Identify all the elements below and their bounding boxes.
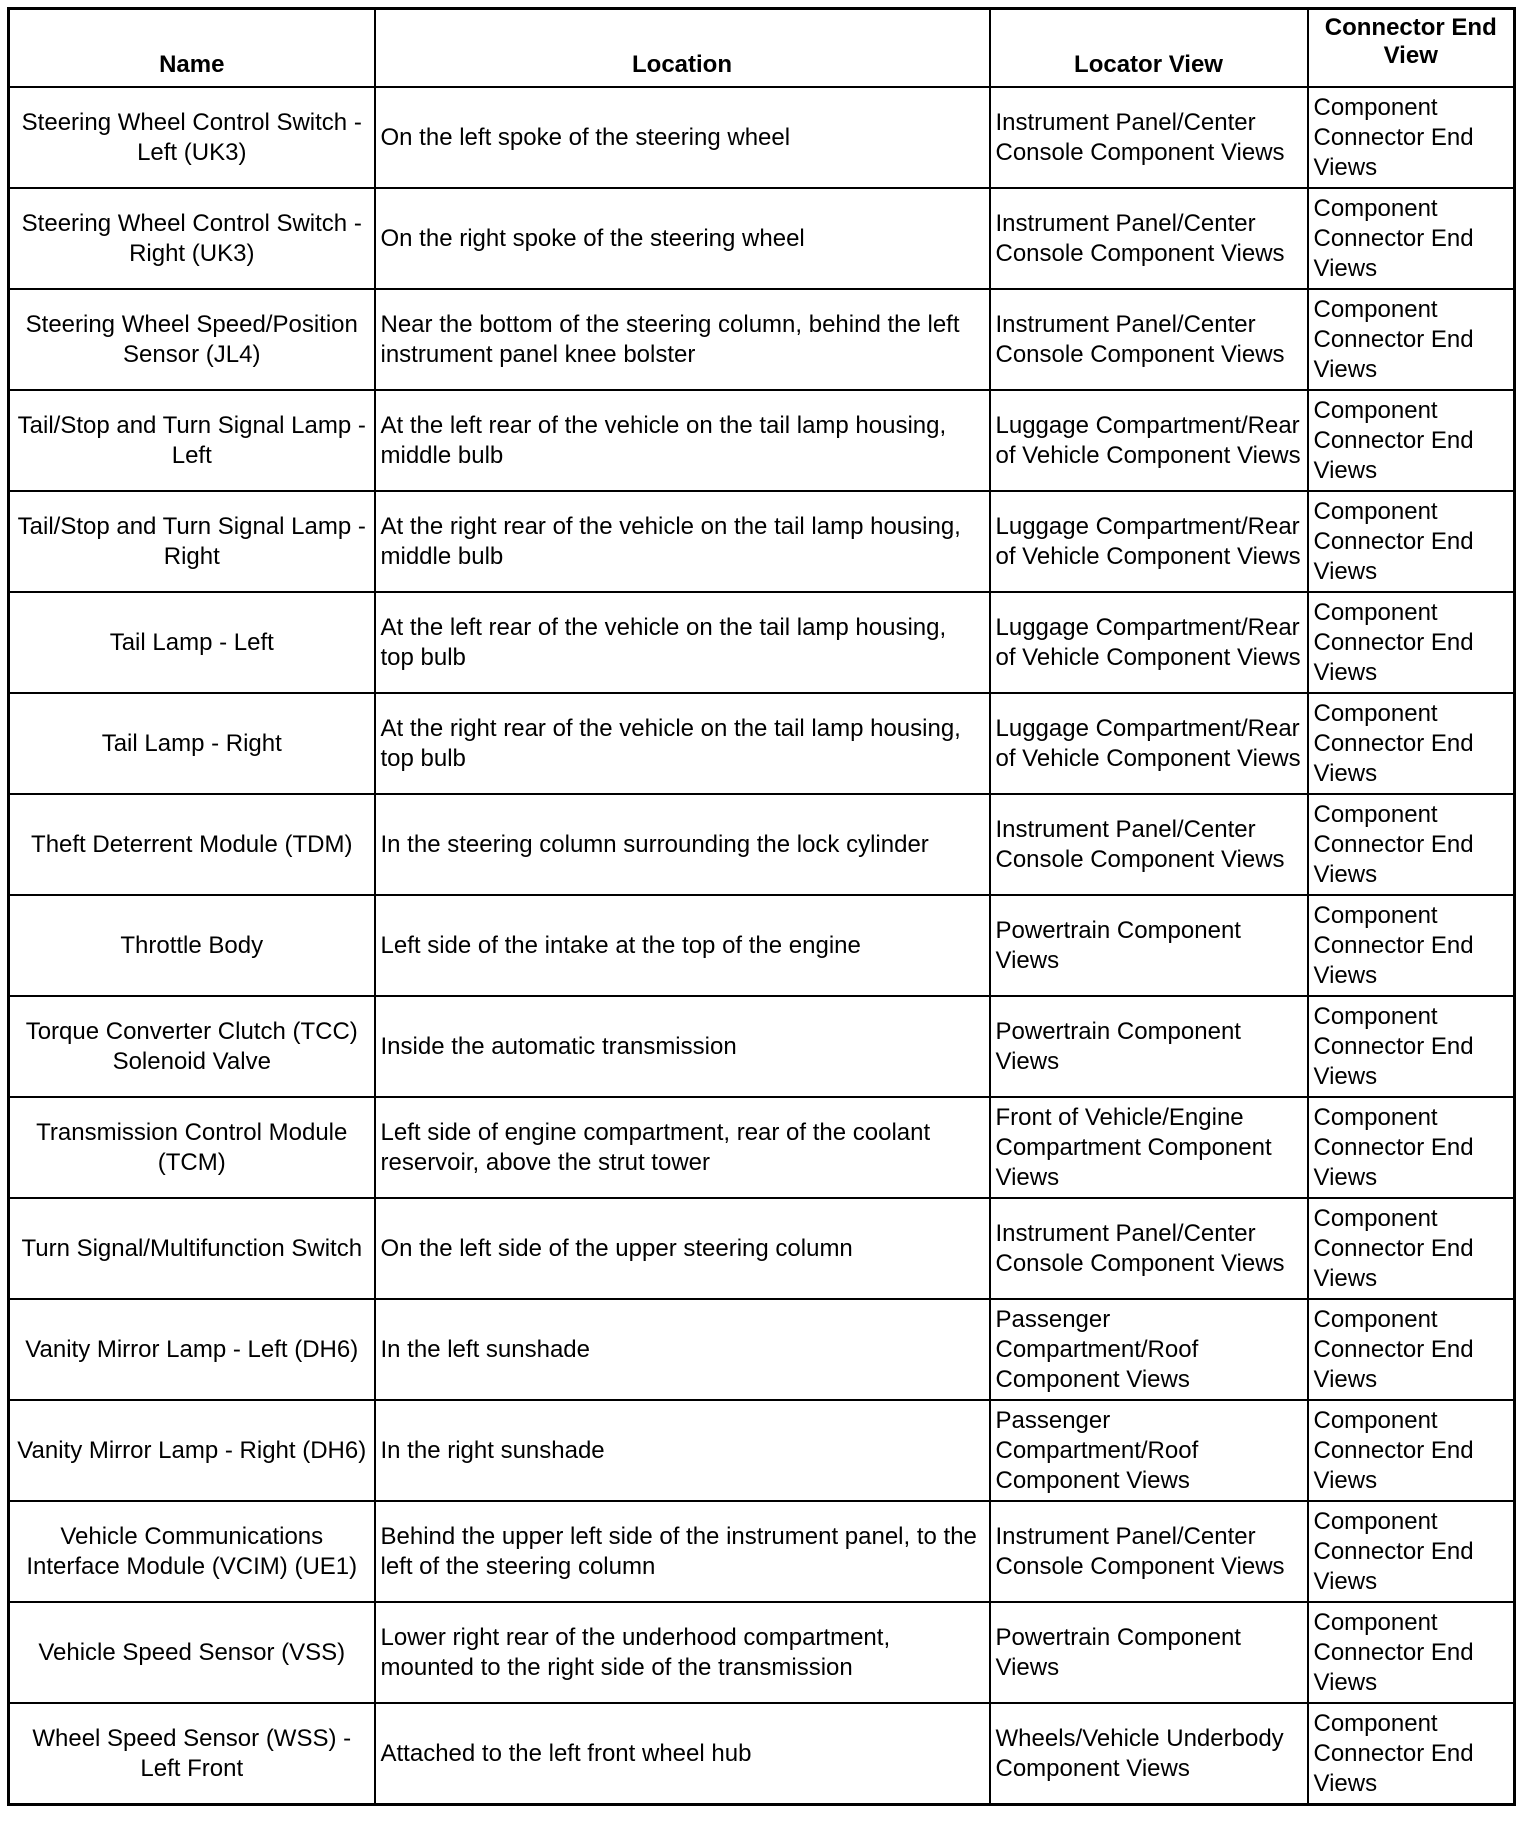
table-row bbox=[9, 1198, 1515, 1299]
header-connector-end-view: Connector End View bbox=[1308, 9, 1515, 88]
table-row bbox=[9, 289, 1515, 390]
locator-view-cell: Instrument Panel/Center Console Component Views bbox=[990, 289, 1308, 390]
table-body bbox=[9, 87, 1515, 1805]
component-name-cell: Tail Lamp - Right bbox=[9, 693, 375, 794]
location-cell: At the right rear of the vehicle on the tail lamp housing, middle bulb bbox=[375, 491, 990, 592]
component-name-cell: Tail/Stop and Turn Signal Lamp - Right bbox=[9, 491, 375, 592]
table-row bbox=[9, 996, 1515, 1097]
connector-end-view-cell: Component Connector End Views bbox=[1308, 1703, 1515, 1805]
table-row bbox=[9, 592, 1515, 693]
location-cell: Behind the upper left side of the instrument panel, to the left of the steering column bbox=[375, 1501, 990, 1602]
location-cell: Lower right rear of the underhood compartment, mounted to the right side of the transmission bbox=[375, 1602, 990, 1703]
table-row bbox=[9, 794, 1515, 895]
table-row bbox=[9, 693, 1515, 794]
component-name-cell: Torque Converter Clutch (TCC) Solenoid Valve bbox=[9, 996, 375, 1097]
connector-end-view-cell: Component Connector End Views bbox=[1308, 87, 1515, 188]
connector-end-view-cell: Component Connector End Views bbox=[1308, 1097, 1515, 1198]
connector-end-view-cell: Component Connector End Views bbox=[1308, 996, 1515, 1097]
table-row bbox=[9, 188, 1515, 289]
connector-end-view-cell: Component Connector End Views bbox=[1308, 390, 1515, 491]
header-location: Location bbox=[375, 9, 990, 88]
component-name-cell: Theft Deterrent Module (TDM) bbox=[9, 794, 375, 895]
component-name-cell: Vanity Mirror Lamp - Right (DH6) bbox=[9, 1400, 375, 1501]
locator-view-cell: Luggage Compartment/Rear of Vehicle Component Views bbox=[990, 390, 1308, 491]
connector-end-view-cell: Component Connector End Views bbox=[1308, 289, 1515, 390]
locator-view-cell: Powertrain Component Views bbox=[990, 895, 1308, 996]
connector-end-view-cell: Component Connector End Views bbox=[1308, 592, 1515, 693]
table-row bbox=[9, 1299, 1515, 1400]
table-row bbox=[9, 895, 1515, 996]
location-cell: Near the bottom of the steering column, behind the left instrument panel knee bolster bbox=[375, 289, 990, 390]
location-cell: In the steering column surrounding the lock cylinder bbox=[375, 794, 990, 895]
locator-view-cell: Luggage Compartment/Rear of Vehicle Component Views bbox=[990, 592, 1308, 693]
connector-end-view-cell: Component Connector End Views bbox=[1308, 491, 1515, 592]
connector-end-view-cell: Component Connector End Views bbox=[1308, 1198, 1515, 1299]
locator-view-cell: Wheels/Vehicle Underbody Component Views bbox=[990, 1703, 1308, 1805]
locator-view-cell: Passenger Compartment/Roof Component Views bbox=[990, 1400, 1308, 1501]
locator-view-cell: Instrument Panel/Center Console Component Views bbox=[990, 1198, 1308, 1299]
component-name-cell: Steering Wheel Control Switch - Right (UK3) bbox=[9, 188, 375, 289]
locator-view-cell: Instrument Panel/Center Console Component Views bbox=[990, 87, 1308, 188]
component-name-cell: Steering Wheel Speed/Position Sensor (JL4) bbox=[9, 289, 375, 390]
connector-end-view-cell: Component Connector End Views bbox=[1308, 1400, 1515, 1501]
location-cell: On the right spoke of the steering wheel bbox=[375, 188, 990, 289]
connector-end-view-cell: Component Connector End Views bbox=[1308, 1299, 1515, 1400]
locator-view-cell: Instrument Panel/Center Console Component Views bbox=[990, 794, 1308, 895]
table-row bbox=[9, 1602, 1515, 1703]
component-name-cell: Turn Signal/Multifunction Switch bbox=[9, 1198, 375, 1299]
table-row bbox=[9, 87, 1515, 188]
component-name-cell: Wheel Speed Sensor (WSS) - Left Front bbox=[9, 1703, 375, 1805]
locator-view-cell: Front of Vehicle/Engine Compartment Component Views bbox=[990, 1097, 1308, 1198]
location-cell: At the right rear of the vehicle on the tail lamp housing, top bulb bbox=[375, 693, 990, 794]
component-name-cell: Steering Wheel Control Switch - Left (UK3) bbox=[9, 87, 375, 188]
table-row bbox=[9, 1400, 1515, 1501]
component-name-cell: Throttle Body bbox=[9, 895, 375, 996]
header-name: Name bbox=[9, 9, 375, 88]
connector-end-view-cell: Component Connector End Views bbox=[1308, 794, 1515, 895]
locator-view-cell: Instrument Panel/Center Console Component Views bbox=[990, 1501, 1308, 1602]
component-name-cell: Tail/Stop and Turn Signal Lamp - Left bbox=[9, 390, 375, 491]
locator-view-cell: Passenger Compartment/Roof Component Views bbox=[990, 1299, 1308, 1400]
table-header-row bbox=[9, 9, 1515, 88]
locator-view-cell: Powertrain Component Views bbox=[990, 1602, 1308, 1703]
table-row bbox=[9, 390, 1515, 491]
header-locator-view: Locator View bbox=[990, 9, 1308, 88]
component-name-cell: Vehicle Speed Sensor (VSS) bbox=[9, 1602, 375, 1703]
component-name-cell: Tail Lamp - Left bbox=[9, 592, 375, 693]
location-cell: Attached to the left front wheel hub bbox=[375, 1703, 990, 1805]
component-locator-table-container bbox=[7, 7, 1513, 1806]
location-cell: In the right sunshade bbox=[375, 1400, 990, 1501]
table-row bbox=[9, 1097, 1515, 1198]
table-row bbox=[9, 1501, 1515, 1602]
location-cell: Inside the automatic transmission bbox=[375, 996, 990, 1097]
location-cell: On the left spoke of the steering wheel bbox=[375, 87, 990, 188]
locator-view-cell: Luggage Compartment/Rear of Vehicle Component Views bbox=[990, 693, 1308, 794]
connector-end-view-cell: Component Connector End Views bbox=[1308, 1501, 1515, 1602]
component-name-cell: Transmission Control Module (TCM) bbox=[9, 1097, 375, 1198]
location-cell: At the left rear of the vehicle on the tail lamp housing, middle bulb bbox=[375, 390, 990, 491]
location-cell: At the left rear of the vehicle on the tail lamp housing, top bulb bbox=[375, 592, 990, 693]
location-cell: Left side of engine compartment, rear of the coolant reservoir, above the strut tower bbox=[375, 1097, 990, 1198]
connector-end-view-cell: Component Connector End Views bbox=[1308, 895, 1515, 996]
locator-view-cell: Luggage Compartment/Rear of Vehicle Component Views bbox=[990, 491, 1308, 592]
location-cell: Left side of the intake at the top of the engine bbox=[375, 895, 990, 996]
connector-end-view-cell: Component Connector End Views bbox=[1308, 188, 1515, 289]
locator-view-cell: Powertrain Component Views bbox=[990, 996, 1308, 1097]
component-name-cell: Vehicle Communications Interface Module (VCIM) (UE1) bbox=[9, 1501, 375, 1602]
location-cell: In the left sunshade bbox=[375, 1299, 990, 1400]
connector-end-view-cell: Component Connector End Views bbox=[1308, 693, 1515, 794]
locator-view-cell: Instrument Panel/Center Console Component Views bbox=[990, 188, 1308, 289]
component-locator-table bbox=[7, 7, 1516, 1806]
table-row bbox=[9, 491, 1515, 592]
location-cell: On the left side of the upper steering column bbox=[375, 1198, 990, 1299]
table-row bbox=[9, 1703, 1515, 1805]
component-name-cell: Vanity Mirror Lamp - Left (DH6) bbox=[9, 1299, 375, 1400]
connector-end-view-cell: Component Connector End Views bbox=[1308, 1602, 1515, 1703]
